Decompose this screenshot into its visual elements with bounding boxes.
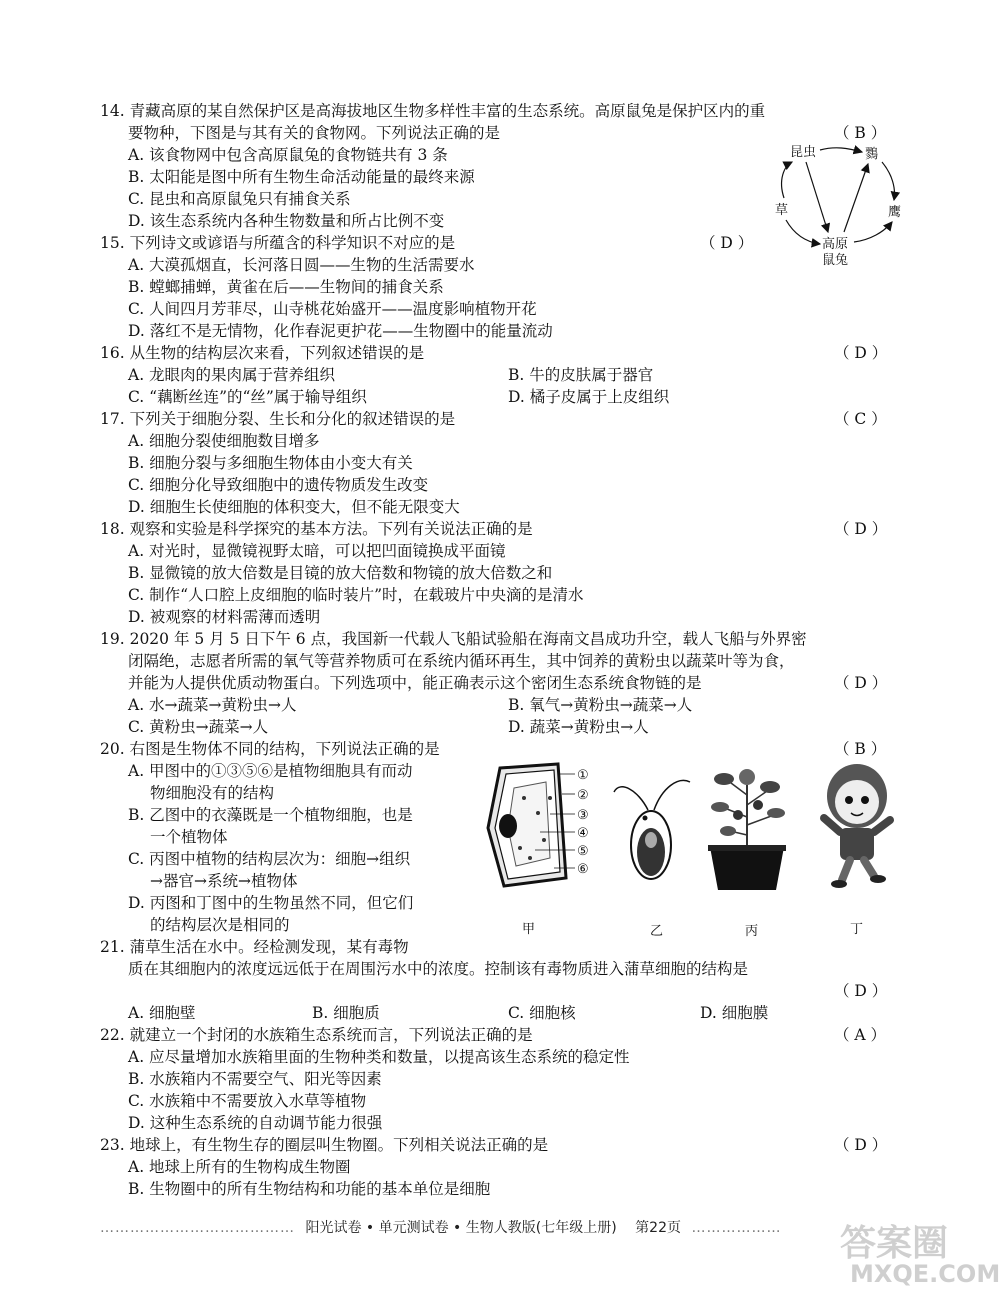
q15-option-d: D. 落红不是无情物，化作春泥更护花——生物圈中的能量流动 xyxy=(128,322,553,340)
q19-option-c: C. 黄粉虫→蔬菜→人 xyxy=(128,718,269,736)
q21-option-b: B. 细胞质 xyxy=(312,1004,380,1022)
arrow-shutu-ying xyxy=(854,222,892,242)
q16-option-b: B. 牛的皮肤属于器官 xyxy=(508,366,654,384)
q19-option-d: D. 蔬菜→黄粉虫→人 xyxy=(508,718,649,736)
q21-answer: （ D ） xyxy=(834,982,888,1000)
arrow-kunchong-shutu xyxy=(806,162,828,232)
q15-option-b: B. 螳螂捕蝉，黄雀在后——生物间的捕食关系 xyxy=(128,278,444,296)
q16-stem: 16. 从生物的结构层次来看，下列叙述错误的是 xyxy=(100,344,425,362)
q17-stem: 17. 下列关于细胞分裂、生长和分化的叙述错误的是 xyxy=(100,410,456,428)
cell-label-2: ② xyxy=(577,788,589,803)
food-web-gaoyuan: 高原 xyxy=(822,237,849,252)
q17-answer: （ C ） xyxy=(834,410,887,428)
q18-answer: （ D ） xyxy=(834,520,888,538)
q14-stem-line1: 14. 青藏高原的某自然保护区是高海拔地区生物多样性丰富的生态系统。高原鼠兔是保护区内的重 xyxy=(100,102,766,120)
chlamydomonas-figure xyxy=(608,770,698,890)
q18-option-c: C. 制作“人口腔上皮细胞的临时装片”时，在载玻片中央滴的是清水 xyxy=(128,586,584,604)
cell-label-1: ① xyxy=(577,768,589,783)
q17-option-d: D. 细胞生长使细胞的体积变大，但不能无限变大 xyxy=(128,498,460,516)
food-web-shutu: 鼠兔 xyxy=(822,253,849,268)
q18-option-d: D. 被观察的材料需薄而透明 xyxy=(128,608,321,626)
q14-answer: （ B ） xyxy=(834,124,887,142)
q19-answer: （ D ） xyxy=(834,674,888,692)
food-web-diagram xyxy=(770,138,920,278)
q15-option-a: A. 大漠孤烟直，长河落日圆——生物的生活需要水 xyxy=(128,256,475,274)
q19-option-a: A. 水→蔬菜→黄粉虫→人 xyxy=(128,696,297,714)
q20-option-d1: D. 丙图和丁图中的生物虽然不同，但它们 xyxy=(128,894,414,912)
caption-jia: 甲 xyxy=(522,922,536,937)
q18-stem: 18. 观察和实验是科学探究的基本方法。下列有关说法正确的是 xyxy=(100,520,533,538)
q14-option-a: A. 该食物网中包含高原鼠兔的食物链共有 3 条 xyxy=(128,146,448,164)
q22-answer: （ A ） xyxy=(834,1026,887,1044)
q21-option-a: A. 细胞壁 xyxy=(128,1004,196,1022)
q20-answer: （ B ） xyxy=(834,740,887,758)
q21-option-c: C. 细胞核 xyxy=(508,1004,576,1022)
q20-option-b1: B. 乙图中的衣藻既是一个植物细胞，也是 xyxy=(128,806,413,824)
q20-stem: 20. 右图是生物体不同的结构，下列说法正确的是 xyxy=(100,740,440,758)
q22-option-c: C. 水族箱中不需要放入水草等植物 xyxy=(128,1092,367,1110)
watermark-bottom: MXQE.COM xyxy=(850,1260,1000,1288)
arrow-shutu-ji xyxy=(844,164,868,232)
watermark-top: 答案圈 xyxy=(840,1223,949,1264)
arrow-ji-ying xyxy=(882,162,895,200)
watermark-logo xyxy=(840,1215,1000,1290)
arrow-cao-shutu xyxy=(786,220,820,244)
q19-stem-line1: 19. 2020 年 5 月 5 日下午 6 点，我国新一代载人飞船试验船在海南文昌成功升空，载人飞船与外界密 xyxy=(100,630,807,648)
girl-figure xyxy=(812,758,902,893)
page-footer xyxy=(100,1217,880,1237)
q15-stem: 15. 下列诗文或谚语与所蕴含的科学知识不对应的是 xyxy=(100,234,456,252)
cell-label-6: ⑥ xyxy=(577,862,589,877)
q18-option-b: B. 显微镜的放大倍数是目镜的放大倍数和物镜的放大倍数之和 xyxy=(128,564,553,582)
food-web-cao: 草 xyxy=(775,203,789,218)
food-web-kunchong: 昆虫 xyxy=(790,145,817,160)
q19-option-b: B. 氧气→黄粉虫→蔬菜→人 xyxy=(508,696,693,714)
plant-cell-figure xyxy=(480,758,605,898)
q20-option-d2: 的结构层次是相同的 xyxy=(150,916,290,934)
q19-stem-line2: 闭隔绝，志愿者所需的氧气等营养物质可在系统内循环再生，其中饲养的黄粉虫以蔬菜叶等为食， xyxy=(128,652,795,670)
arrow-cao-kunchong xyxy=(782,162,792,198)
q21-stem-line2: 质在其细胞内的浓度远远低于在周围污水中的浓度。控制该有毒物质进入蒲草细胞的结构是 xyxy=(128,960,749,978)
cell-label-4: ④ xyxy=(577,826,589,841)
footer-book-title: 阳光试卷 • 单元测试卷 • 生物人教版(七年级上册) xyxy=(305,1220,617,1236)
caption-ding: 丁 xyxy=(850,922,864,937)
q20-option-a1: A. 甲图中的①③⑤⑥是植物细胞具有而动 xyxy=(128,762,413,780)
q23-option-a: A. 地球上所有的生物构成生物圈 xyxy=(128,1158,351,1176)
footer-right-dots: ……………… xyxy=(691,1220,782,1236)
q22-option-a: A. 应尽量增加水族箱里面的生物种类和数量，以提高该生态系统的稳定性 xyxy=(128,1048,630,1066)
q21-option-d: D. 细胞膜 xyxy=(700,1004,769,1022)
q20-option-c2: →器官→系统→植物体 xyxy=(150,872,298,890)
arrow-kunchong-ji xyxy=(820,148,862,152)
q17-option-c: C. 细胞分化导致细胞中的遗传物质发生改变 xyxy=(128,476,429,494)
food-web-ying: 鹰 xyxy=(888,205,902,220)
q23-option-b: B. 生物圈中的所有生物结构和功能的基本单位是细胞 xyxy=(128,1180,491,1198)
q16-option-c: C. “藕断丝连”的“丝”属于输导组织 xyxy=(128,388,367,406)
q14-option-b: B. 太阳能是图中所有生物生命活动能量的最终来源 xyxy=(128,168,475,186)
food-web-ji: 鷚 xyxy=(865,147,879,162)
q23-stem: 23. 地球上，有生物生存的圈层叫生物圈。下列相关说法正确的是 xyxy=(100,1136,549,1154)
potted-plant-figure xyxy=(702,765,792,895)
footer-left-dots: ………………………………… xyxy=(100,1220,295,1236)
q22-stem: 22. 就建立一个封闭的水族箱生态系统而言，下列说法正确的是 xyxy=(100,1026,533,1044)
q22-option-b: B. 水族箱内不需要空气、阳光等因素 xyxy=(128,1070,382,1088)
q16-answer: （ D ） xyxy=(834,344,888,362)
q14-option-d: D. 该生态系统内各种生物数量和所占比例不变 xyxy=(128,212,445,230)
caption-yi: 乙 xyxy=(650,924,664,939)
q21-stem-line1: 21. 蒲草生活在水中。经检测发现，某有毒物 xyxy=(100,938,409,956)
q20-option-b2: 一个植物体 xyxy=(150,828,228,846)
q14-option-c: C. 昆虫和高原鼠兔只有捕食关系 xyxy=(128,190,351,208)
q18-option-a: A. 对光时，显微镜视野太暗，可以把凹面镜换成平面镜 xyxy=(128,542,506,560)
caption-bing: 丙 xyxy=(745,924,759,939)
q15-answer: （ D ） xyxy=(700,234,754,252)
q17-option-a: A. 细胞分裂使细胞数目增多 xyxy=(128,432,320,450)
q16-option-a: A. 龙眼肉的果肉属于营养组织 xyxy=(128,366,336,384)
q20-option-a2: 物细胞没有的结构 xyxy=(150,784,275,802)
q22-option-d: D. 这种生态系统的自动调节能力很强 xyxy=(128,1114,383,1132)
cell-label-5: ⑤ xyxy=(577,844,589,859)
q20-option-c1: C. 丙图中植物的结构层次为：细胞→组织 xyxy=(128,850,411,868)
q16-option-d: D. 橘子皮属于上皮组织 xyxy=(508,388,670,406)
q14-stem-line2: 要物种，下图是与其有关的食物网。下列说法正确的是 xyxy=(128,124,501,142)
q19-stem-line3: 并能为人提供优质动物蛋白。下列选项中，能正确表示这个密闭生态系统食物链的是 xyxy=(128,674,702,692)
cell-label-3: ③ xyxy=(577,808,589,823)
q15-option-c: C. 人间四月芳菲尽，山寺桃花始盛开——温度影响植物开花 xyxy=(128,300,537,318)
footer-page-number: 第22页 xyxy=(635,1220,681,1236)
q17-option-b: B. 细胞分裂与多细胞生物体由小变大有关 xyxy=(128,454,413,472)
q23-answer: （ D ） xyxy=(834,1136,888,1154)
